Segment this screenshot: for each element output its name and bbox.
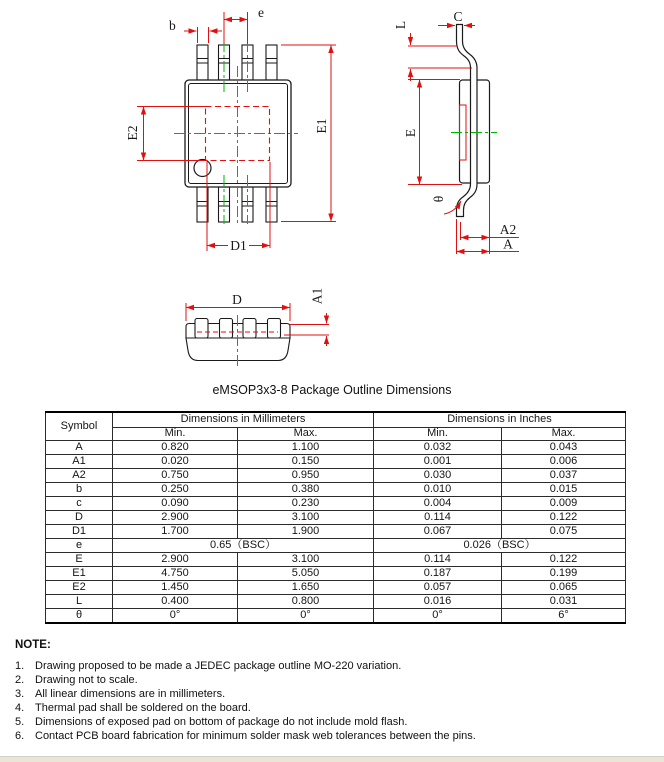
value-cell: 3.100 (238, 553, 374, 567)
note-number: 2. (15, 674, 25, 686)
note-number: 1. (15, 660, 25, 672)
value-cell: 1.450 (113, 581, 238, 595)
symbol-cell: A (46, 441, 113, 455)
value-cell: 0.800 (238, 595, 374, 609)
note-number: 3. (15, 688, 25, 700)
dim-label-e: e (258, 5, 264, 20)
dim-label-L: L (393, 20, 409, 30)
value-cell: 0.199 (502, 567, 626, 581)
package-outline-drawings (0, 0, 664, 378)
symbol-cell: E2 (46, 581, 113, 595)
value-cell: 3.100 (238, 511, 374, 525)
value-cell: 0.006 (502, 455, 626, 469)
note-text: All linear dimensions are in millimeters. (35, 688, 226, 700)
mm-group-header: Dimensions in Millimeters (113, 412, 374, 428)
note-item (15, 729, 655, 743)
value-cell: 0.230 (238, 497, 374, 511)
dim-label-D1: D1 (230, 238, 247, 253)
table-row (46, 581, 626, 595)
dim-label-theta: θ (431, 195, 447, 203)
value-cell: 0.820 (113, 441, 238, 455)
notes-section (15, 639, 655, 743)
value-cell: 2.900 (113, 511, 238, 525)
in-group-header: Dimensions in Inches (374, 412, 626, 428)
value-cell: 0.020 (113, 455, 238, 469)
table-subheader-row (46, 428, 626, 441)
page-footer-strip (0, 756, 664, 762)
value-cell: 1.100 (238, 441, 374, 455)
side-view-drawing (393, 9, 519, 254)
value-cell: 0.031 (502, 595, 626, 609)
note-number: 5. (15, 716, 25, 728)
front-view-drawing (186, 288, 329, 368)
value-cell: 0.380 (238, 483, 374, 497)
value-cell: 0.750 (113, 469, 238, 483)
note-item (15, 701, 655, 715)
dim-label-C: C (453, 9, 463, 24)
value-cell: 2.900 (113, 553, 238, 567)
value-cell: 0.114 (374, 553, 502, 567)
table-row (46, 455, 626, 469)
dim-label-b: b (169, 18, 176, 33)
table-row (46, 525, 626, 539)
symbol-cell: D1 (46, 525, 113, 539)
symbol-cell: E1 (46, 567, 113, 581)
value-cell: 0.015 (502, 483, 626, 497)
dim-label-E1: E1 (314, 118, 330, 134)
value-cell: 0° (238, 609, 374, 624)
note-item (15, 673, 655, 687)
note-text: Drawing not to scale. (35, 674, 138, 686)
value-cell: 0° (113, 609, 238, 624)
value-cell-span: 0.65（BSC） (113, 539, 374, 553)
value-cell: 0.037 (502, 469, 626, 483)
value-cell: 5.050 (238, 567, 374, 581)
dim-label-A2: A2 (499, 222, 517, 237)
symbol-cell: D (46, 511, 113, 525)
symbol-cell: A2 (46, 469, 113, 483)
symbol-cell: E (46, 553, 113, 567)
table-row (46, 483, 626, 497)
table-row (46, 497, 626, 511)
value-cell: 0.400 (113, 595, 238, 609)
value-cell: 0.122 (502, 511, 626, 525)
dim-label-A1: A1 (309, 287, 325, 305)
table-row (46, 595, 626, 609)
value-cell: 0.001 (374, 455, 502, 469)
value-cell: 0.010 (374, 483, 502, 497)
note-item (15, 715, 655, 729)
value-cell: 0.114 (374, 511, 502, 525)
symbol-cell: b (46, 483, 113, 497)
value-cell: 0.122 (502, 553, 626, 567)
value-cell: 0.067 (374, 525, 502, 539)
note-text: Contact PCB board fabrication for minimum solder mask web tolerances between the pins. (35, 730, 476, 742)
value-cell: 0° (374, 609, 502, 624)
value-cell: 0.075 (502, 525, 626, 539)
value-cell: 0.043 (502, 441, 626, 455)
mm-max-header: Max. (238, 428, 374, 441)
note-number: 6. (15, 730, 25, 742)
table-row (46, 539, 626, 553)
note-item (15, 687, 655, 701)
value-cell-span: 0.026（BSC） (374, 539, 626, 553)
value-cell: 0.065 (502, 581, 626, 595)
table-row (46, 469, 626, 483)
value-cell: 6° (502, 609, 626, 624)
value-cell: 0.057 (374, 581, 502, 595)
top-view-drawing (125, 5, 336, 253)
mm-min-header: Min. (113, 428, 238, 441)
value-cell: 1.650 (238, 581, 374, 595)
symbol-cell: L (46, 595, 113, 609)
table-header-row (46, 412, 626, 428)
note-text: Thermal pad shall be soldered on the board. (35, 702, 251, 714)
in-min-header: Min. (374, 428, 502, 441)
table-row (46, 609, 626, 624)
value-cell: 0.004 (374, 497, 502, 511)
symbol-cell: e (46, 539, 113, 553)
value-cell: 0.950 (238, 469, 374, 483)
note-item (15, 659, 655, 673)
value-cell: 4.750 (113, 567, 238, 581)
dim-label-A: A (503, 236, 513, 252)
value-cell: 0.009 (502, 497, 626, 511)
table-row (46, 511, 626, 525)
value-cell: 0.250 (113, 483, 238, 497)
notes-heading: NOTE: (15, 639, 51, 651)
value-cell: 0.090 (113, 497, 238, 511)
value-cell: 0.187 (374, 567, 502, 581)
table-row (46, 553, 626, 567)
table-row (46, 567, 626, 581)
symbol-cell: c (46, 497, 113, 511)
symbol-cell: θ (46, 609, 113, 624)
symbol-header: Symbol (46, 412, 113, 441)
value-cell: 1.900 (238, 525, 374, 539)
in-max-header: Max. (502, 428, 626, 441)
note-text: Drawing proposed to be made a JEDEC package outline MO-220 variation. (35, 660, 402, 672)
value-cell: 0.150 (238, 455, 374, 469)
value-cell: 0.016 (374, 595, 502, 609)
dimensions-table (45, 411, 626, 624)
table-row (46, 441, 626, 455)
note-text: Dimensions of exposed pad on bottom of package do not include mold flash. (35, 716, 408, 728)
value-cell: 0.032 (374, 441, 502, 455)
value-cell: 1.700 (113, 525, 238, 539)
value-cell: 0.030 (374, 469, 502, 483)
dim-label-E2: E2 (125, 125, 141, 141)
dim-label-E: E (403, 128, 419, 138)
symbol-cell: A1 (46, 455, 113, 469)
note-number: 4. (15, 702, 25, 714)
dim-label-D: D (232, 292, 242, 307)
page-title: eMSOP3x3-8 Package Outline Dimensions (212, 383, 452, 397)
